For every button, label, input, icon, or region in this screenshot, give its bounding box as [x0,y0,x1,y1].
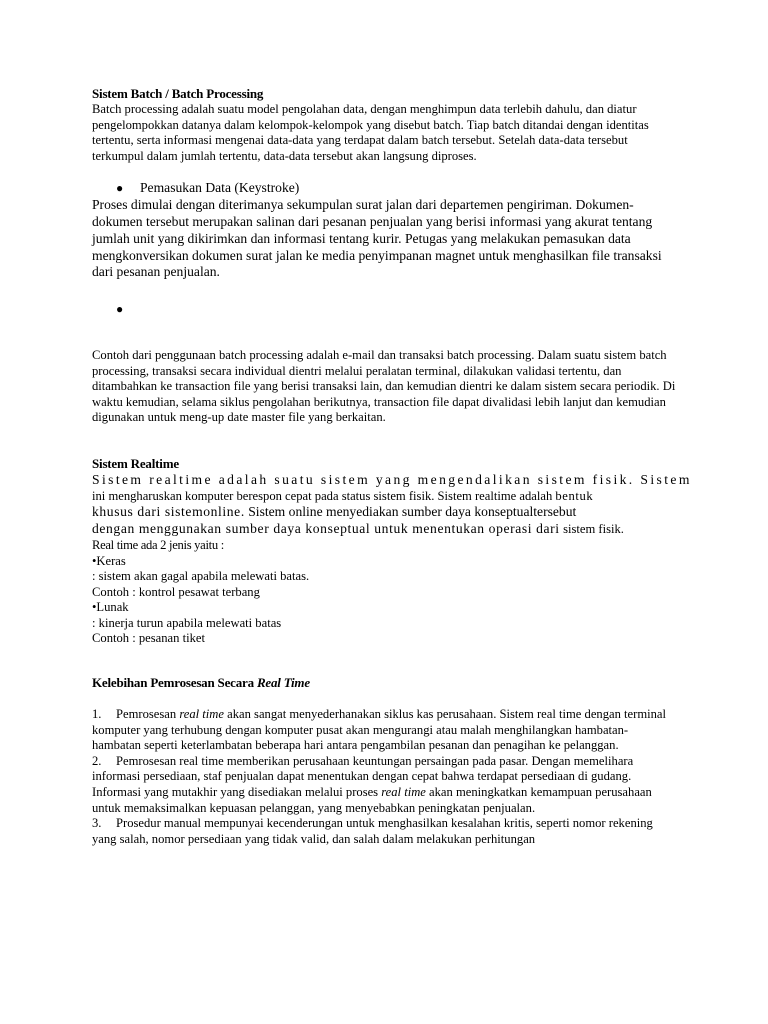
section-title-batch: Sistem Batch / Batch Processing [92,86,264,101]
bullet-icon: ● [116,302,124,317]
realtime-line-4: dengan menggunakan sumber daya konseptual untuk menentukan operasi dari sistem fisik. [92,521,624,537]
bullet-item-empty [92,301,682,318]
realtime-type-soft-desc: : kinerja turun apabila melewati batas [92,615,282,630]
advantages-list [92,707,676,847]
realtime-type-hard-example: Contoh : kontrol pesawat terbang [92,584,260,599]
realtime-type-hard-desc: : sistem akan gagal apabila melewati batas. [92,569,310,584]
batch-example: Contoh dari penggunaan batch processing adalah e-mail dan transaksi batch processing. Dalam suatu sistem batch processing, transaksi secara individual dientri melalui peralatan terminal, dilakukan validasi tertentu, dan ditambahkan ke transaction file yang berisi transaksi lain, dan kemudian dientri ke dalam sistem secara periodik. Di waktu kemudian, selama siklus pengolahan berikutnya, transaction file dapat divalidasi lebih lanjut dan kemudian digunakan untuk meng-up date master file yang berkaitan. [92,347,676,425]
section-title-advantages: Kelebihan Pemrosesan Secara Real Time [92,675,310,691]
realtime-line-2: ini mengharuskan komputer berespon cepat pada status sistem fisik. Sistem realtime adalah bentuk [92,488,594,503]
document-page [92,86,692,847]
realtime-types-intro: Real time ada 2 jenis yaitu : [92,537,224,552]
realtime-type-hard: •Keras [92,553,126,568]
section-title-realtime: Sistem Realtime [92,455,179,471]
list-item: 2. Pemrosesan real time memberikan perusahaan keuntungan persaingan pada pasar. Dengan memelihara informasi persediaan, staf penjualan dapat menentukan dengan cepat bahwa terdapat persediaan di gudang. Informasi yang mutakhir yang disediakan melalui proses real time akan meningkatkan kemampuan perusahaan untuk memaksimalkan kepuasan pelanggan, yang menyebabkan peningkatan penjualan. [92,753,652,815]
bullet-icon: ● [116,181,124,196]
realtime-type-soft-example: Contoh : pesanan tiket [92,631,205,646]
keystroke-description: Proses dimulai dengan diterimanya sekumpulan surat jalan dari departemen pengiriman. Dokumen-dokumen tersebut merupakan salinan dari pesanan penjualan yang berisi informasi yang akurat tentang jumlah unit yang dikirimkan dan informasi tentang kurir. Petugas yang melakukan pemasukan data mengkonversikan dokumen surat jalan ke media penyimpanan magnet untuk menghasilkan file transaksi dari pesanan penjualan. [92,197,662,280]
realtime-type-soft: •Lunak [92,600,129,615]
bullet-label: Pemasukan Data (Keystroke) [140,180,300,196]
list-item: 1. Pemrosesan real time akan sangat menyederhanakan siklus kas perusahaan. Sistem real time dengan terminal komputer yang terhubung dengan komputer pusat akan mengurangi atau malah menghilangkan hambatan-hambatan seperti keterlambatan beberapa hari antara pengambilan pesanan dan penagihan ke pelanggan. [92,707,666,753]
batch-description: Batch processing adalah suatu model pengolahan data, dengan menghimpun data terlebih dahulu, dan diatur pengelompokkan datanya dalam kelompok-kelompok yang disebut batch. Tiap batch ditandai dengan identitas tertentu, serta informasi mengenai data-data yang terdapat dalam batch tersebut. Setelah data-data tersebut terkumpul dalam jumlah tertentu, data-data tersebut akan langsung diproses. [92,102,649,163]
bullet-item-keystroke [92,180,682,197]
realtime-line-1: Sistem realtime adalah suatu sistem yang mengendalikan sistem fisik. Sistem [92,471,692,487]
list-item: 3. Prosedur manual mempunyai kecenderungan untuk menghasilkan kesalahan kritis, seperti nomor rekening yang salah, nomor persediaan yang tidak valid, dan salah dalam melakukan perhitungan [92,816,653,846]
realtime-line-3: khusus dari sistemonline. Sistem online menyediakan sumber daya konseptualtersebut [92,504,577,520]
